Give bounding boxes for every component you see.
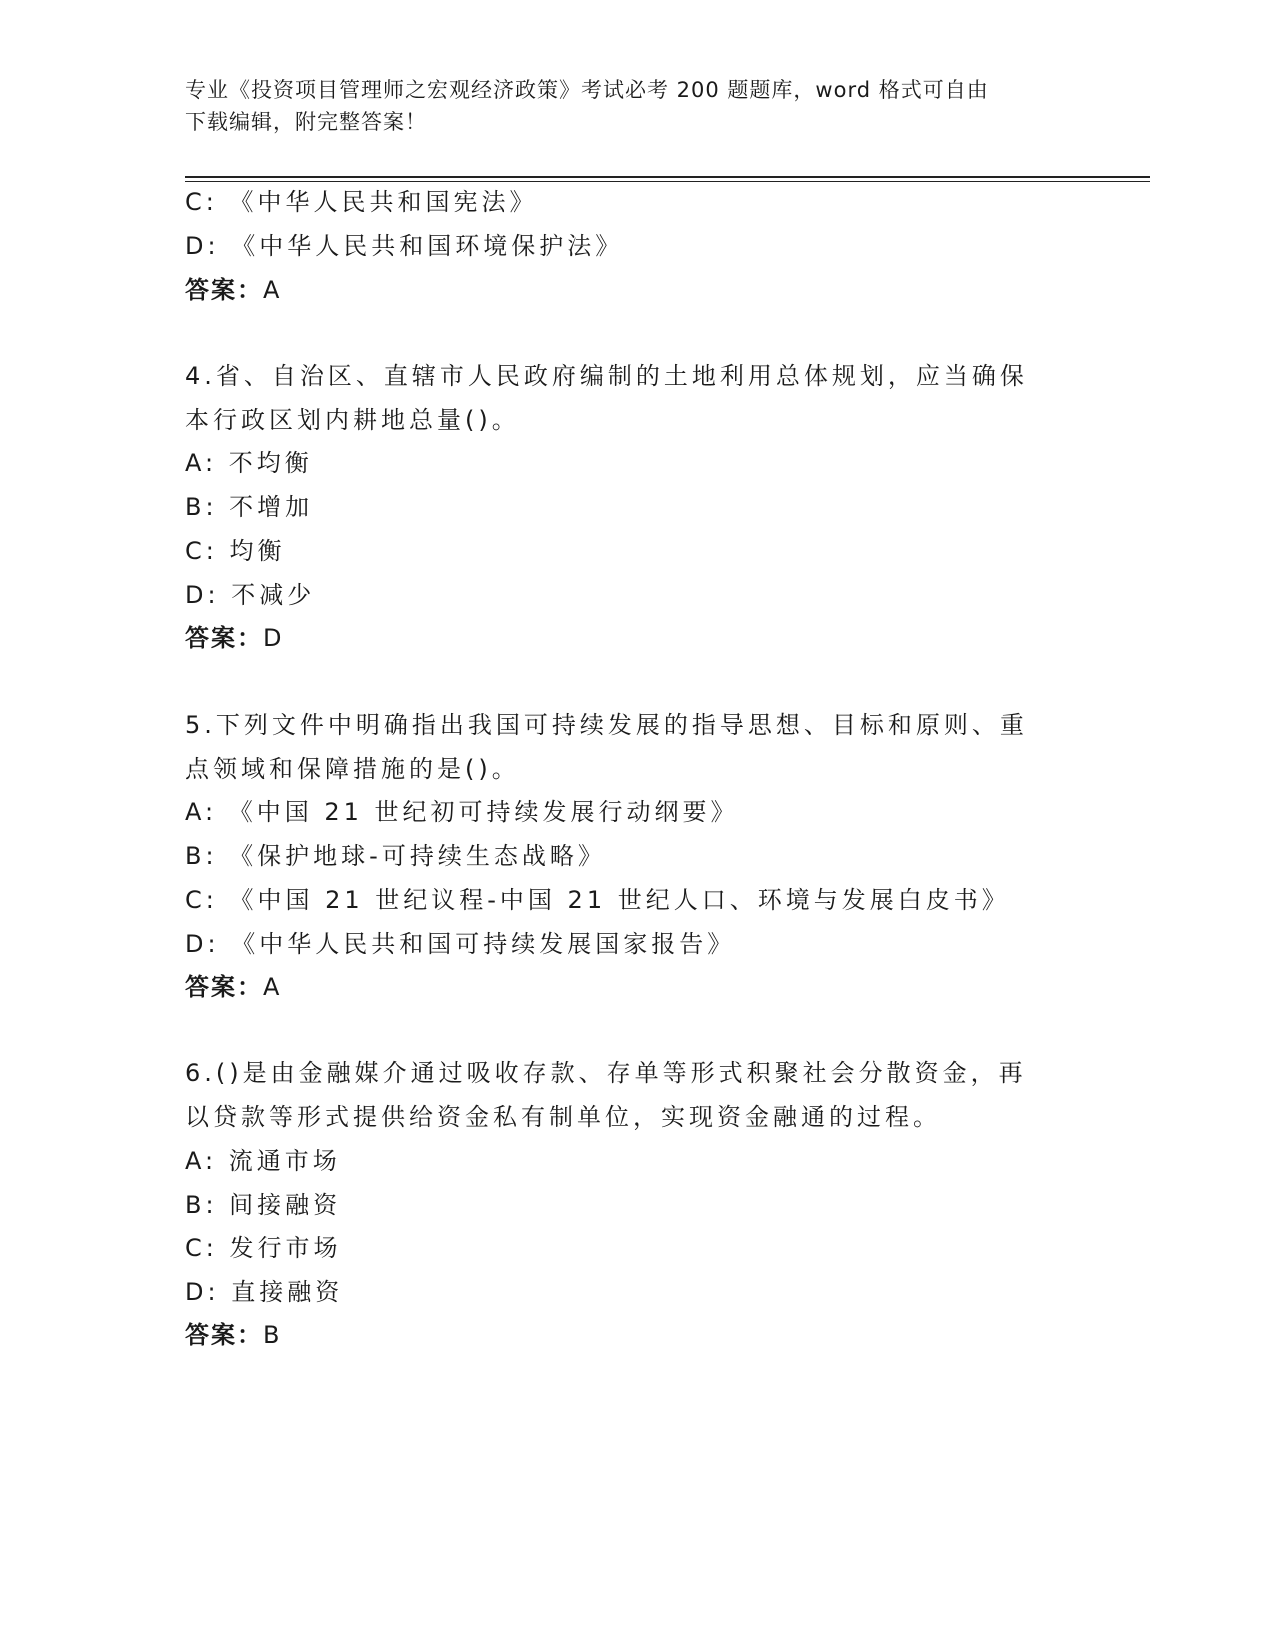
q6-option-a: A: 流通市场	[185, 1147, 341, 1175]
q5-answer	[185, 971, 279, 1003]
q6-answer-value: B	[263, 1321, 280, 1349]
q5-option-b: B: 《保护地球-可持续生态战略》	[185, 842, 606, 870]
q3-option-d: D: 《中华人民共和国环境保护法》	[185, 232, 624, 260]
q4-stem-line-1: 4.省、自治区、直辖市人民政府编制的土地利用总体规划，应当确保	[185, 362, 1028, 390]
q3-option-c: C: 《中华人民共和国宪法》	[185, 188, 538, 216]
header-line-2: 下载编辑，附完整答案！	[185, 110, 427, 134]
header-divider-thick	[185, 176, 1150, 178]
q5-option-c: C: 《中国 21 世纪议程-中国 21 世纪人口、环境与发展白皮书》	[185, 886, 1010, 914]
q5-option-d: D: 《中华人民共和国可持续发展国家报告》	[185, 930, 736, 958]
header-line-1: 专业《投资项目管理师之宏观经济政策》考试必考 200 题题库，word 格式可自由	[185, 78, 989, 102]
header-divider-thin	[185, 181, 1150, 182]
q4-option-a: A: 不均衡	[185, 449, 313, 477]
q6-option-b: B: 间接融资	[185, 1191, 342, 1219]
q4-option-c: C: 均衡	[185, 537, 286, 565]
q4-option-b: B: 不增加	[185, 493, 314, 521]
document-header	[185, 74, 1065, 138]
q3-answer-value: A	[263, 276, 280, 304]
q5-answer-value: A	[263, 973, 280, 1001]
q4-answer	[185, 622, 281, 654]
q4-option-d: D: 不减少	[185, 581, 316, 609]
q5-stem-line-1: 5.下列文件中明确指出我国可持续发展的指导思想、目标和原则、重	[185, 711, 1028, 739]
q5-stem-line-2: 点领域和保障措施的是()。	[185, 755, 520, 783]
q4-answer-value: D	[263, 624, 282, 652]
q3-answer-label: 答案：	[185, 276, 263, 304]
q6-stem-line-1: 6.()是由金融媒介通过吸收存款、存单等形式积聚社会分散资金，再	[185, 1059, 1027, 1087]
q6-answer	[185, 1319, 279, 1351]
q6-option-d: D: 直接融资	[185, 1278, 344, 1306]
q3-answer	[185, 274, 279, 306]
q5-option-a: A: 《中国 21 世纪初可持续发展行动纲要》	[185, 798, 739, 826]
q6-option-c: C: 发行市场	[185, 1234, 342, 1262]
q6-stem-line-2: 以贷款等形式提供给资金私有制单位，实现资金融通的过程。	[185, 1103, 941, 1131]
q4-stem-line-2: 本行政区划内耕地总量()。	[185, 406, 520, 434]
q4-answer-label: 答案：	[185, 624, 263, 652]
q6-answer-label: 答案：	[185, 1321, 263, 1349]
q5-answer-label: 答案：	[185, 973, 263, 1001]
